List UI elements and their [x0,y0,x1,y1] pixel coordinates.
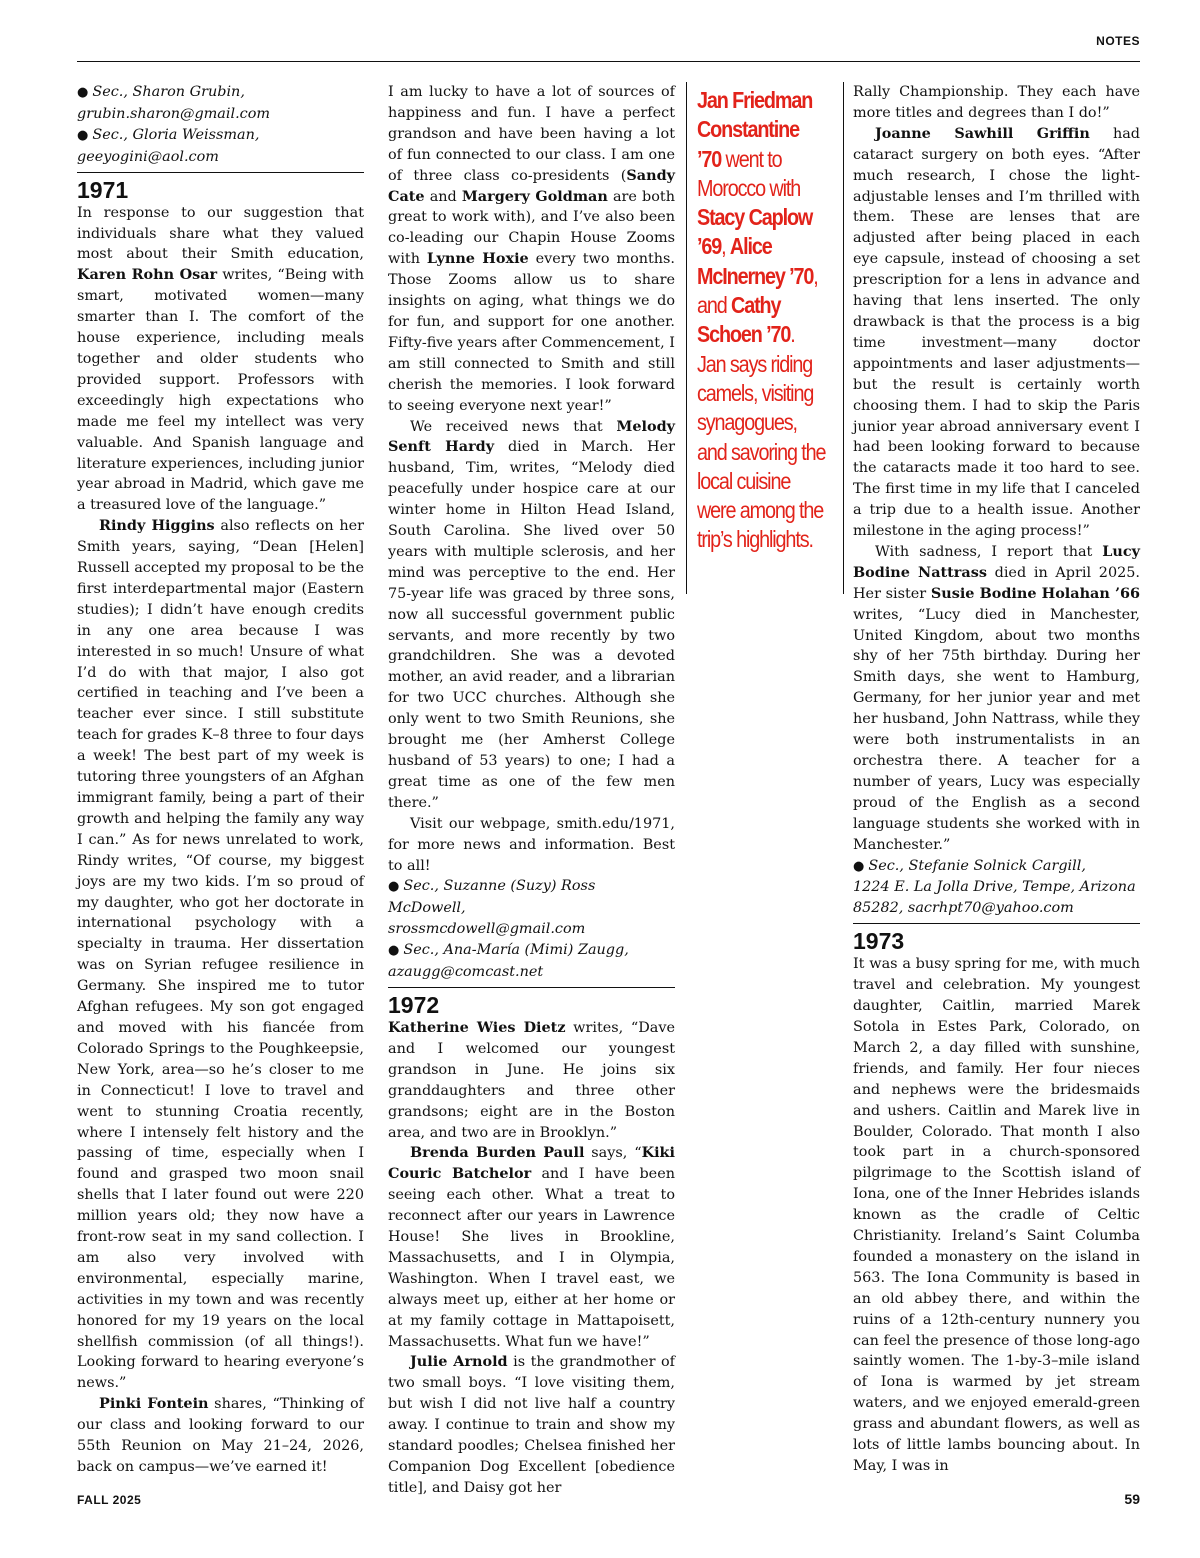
year-heading: 1972 [388,987,675,1018]
paragraph: Joanne Sawhill Griffin had cataract surgery on both eyes. “After much research, I chose the light-adjustable lenses and I’m thrilled with them. These are lenses that are adjusted after being placed in each eye capsule, instead of choosing a set prescription for a lens in advance and having that lens inserted. The only drawback is that the process is a big time investment—many doctor appointments and laser adjustments—but the result is certainly worth choosing them. I had to skip the Paris junior year abroad anniversary event I had been looking forward to because the cataracts made it too hard to see. The first time in my life that I canceled a trip due to a health issue. Another milestone in the aging process!” [853,124,1140,540]
person-name: Lucy Bodine Nattrass [853,542,1140,581]
paragraph: Visit our webpage, smith.edu/1971, for more news and information. Best to all! [388,815,675,874]
person-name: Joanne Sawhill Griffin [875,124,1090,142]
year-heading: 1973 [853,923,1140,954]
person-name: Susie Bodine Holahan ’66 [930,584,1140,602]
secretary-entry [853,856,1140,878]
paragraph: It was a busy spring for me, with much travel and celebration. My youngest daughter, Caitlin, married Marek Sotola in Estes Park, Colorado, on March 2, a day filled with sunshine, friends, and family. Her four nieces and nephews were the bridesmaids and ushers. Caitlin and Marek live in Boulder, Colorado. That month I also took part in a church-sponsored pilgrimage to the Scottish island of Iona, one of the Inner Hebrides islands known as the cradle of Celtic Christianity. Ireland’s Saint Columba founded a monastery on the island in 563. The Iona Community is based in an old abbey there, and within the ruins of a 12th-century nunnery you can feel the presence of those long-ago saintly women. The 1-by-3–mile island of Iona is warmed by jet stream waters, and we enjoyed emerald-green grass and abundant flowers, as well as lots of little lambs bouncing about. In May, I was in [853,956,1140,1474]
secretary-entry [77,82,364,104]
person-name: Rindy Higgins [99,517,215,535]
paragraph: Julie Arnold is the grandmother of two small boys. “I love visiting them, but wish I did not live half a country away. I continue to train and show my standard poodles; Chelsea finished her Companion Dog Excellent [obedience title], and Daisy got her [388,1353,675,1496]
secretary-name: Sec., Stefanie Solnick Cargill, [868,857,1086,874]
person-name: Margery Goldman [461,187,608,205]
person-name: Lynne Hoxie [426,250,529,268]
secretary-name: Sec., Gloria Weissman, [92,126,260,143]
person-name: Brenda Burden Paull [410,1144,585,1162]
person-name: Kiki Couric Batchelor [388,1144,675,1183]
header-rule [77,61,1140,62]
column-4 [853,82,1140,1477]
person-name: Melody Senft Hardy [388,417,675,456]
page-number: 59 [1124,1491,1140,1507]
section-label: NOTES [1096,34,1140,48]
person-name: Jan Friedman Constantine ’70 [697,87,813,172]
secretary-entry [388,876,675,919]
bullet-icon: ● [388,943,400,959]
person-name: Katherine Wies Dietz [388,1018,566,1036]
year-heading: 1971 [77,172,364,203]
paragraph: I am lucky to have a lot of sources of happiness and fun. I have a perfect grandson and have been having a lot of fun connected to our class. I am one of three class co-presidents (Sandy Cate and Margery Goldman are both great to work with), and I’ve also been co-leading our Chapin House Zooms with Lynne Hoxie every two months. Those Zooms allow us to share insights on aging, what things we do for fun, and support for one another. Fifty-five years after Commencement, I am still connected to Smith and still cherish the memories. I look forward to seeing everyone next year!” [388,84,676,414]
column-1 [77,82,364,1478]
paragraph: Rindy Higgins also reflects on her Smith years, saying, “Dean [Helen] Russell accepted my proposal to be the first interdepartmental major (Eastern studies); I didn’t have enough credits in any one area because I was interested in so much! Unsure of what I’d do with that major, I also got certified in teaching and I’ve been a teacher ever since. I still substitute teach for grades K–8 three to four days a week! The best part of my week is tutoring three youngsters of an Afghan immigrant family, being a part of their growth and helping the family any way I can.” As for news unrelated to work, Rindy writes, “Of course, my biggest joys are my two kids. I’m so proud of my daughter, who got her doctorate in international psychology with a specialty in trauma. Her dissertation was on Syrian refugee resilience in Germany. She inspired me to tutor Afghan refugees. My son got engaged and moved with his fiancée from Colorado Springs to the Poughkeepsie, New York, area—so he’s closer to me in Connecticut! I love to travel and went to stunning Croatia recently, where I intensely felt history and the passing of time, especially when I found and grasped two moon snail shells that I later found out were 220 million years old; they now have a front-row seat in my sand collection. I am also very involved with environmental, especially marine, activities in my town and was recently honored for my 19 years on the local shellfish commission (of all things!). Looking forward to hearing everyone’s news.” [77,517,364,1392]
paragraph: Rally Championship. They each have more titles and degrees than I do!” [853,84,1140,121]
person-name: Stacy Caplow ’69 [697,204,813,260]
secretary-email[interactable]: geeyogini@aol.com [77,148,219,165]
paragraph: Katherine Wies Dietz writes, “Dave and I welcomed our youngest grandson in June. He joins six granddaughters and three other grandsons; eight are in the Boston area, and two are in Brooklyn.” [388,1018,676,1141]
secretary-email[interactable]: grubin.sharon@gmail.com [77,105,271,122]
secretary-email[interactable]: azaugg@comcast.net [388,964,544,981]
person-name: Julie Arnold [410,1353,508,1371]
paragraph: Pinki Fontein shares, “Thinking of our class and looking forward to our 55th Reunion on May 21–24, 2026, back on campus—we’ve earned it! [77,1395,364,1475]
secretary-name: Sec., Sharon Grubin, [92,84,245,100]
bullet-icon: ● [388,879,400,895]
column-divider [686,82,687,594]
issue-label: FALL 2025 [77,1493,142,1507]
secretary-entry [388,940,675,962]
paragraph: Brenda Burden Paull says, “Kiki Couric Batchelor and I have been seeing each other. What a treat to reconnect after our years in Lawrence House! She lives in Brookline, Massachusetts, and I in Olympia, Washington. When I travel east, we always meet up, either at her home or at my family cottage in Mattapoisett, Massachusetts. What fun we have!” [388,1144,675,1350]
secretary-entry [77,125,364,147]
person-name: Cathy Schoen ’70 [697,292,791,348]
pull-quote: Jan Friedman Constantine ’70 went to Morocco with Stacy Caplow ’69, Alice McInerney ’70, and Cathy Schoen ’70. Jan says riding camels, visiting synagogues, and savoring the local cuisine were among the trip’s highlights. [697,87,826,553]
paragraph: With sadness, I report that Lucy Bodine Nattrass died in April 2025. Her sister Susie Bodine Holahan ’66 writes, “Lucy died in Manchester, United Kingdom, about two months shy of her 75th birthday. During her Smith days, she went to Hamburg, Germany, for her junior year and met her husband, John Nattrass, while they were both instrumentalists in an orchestra there. A teacher for a number of years, Lucy was especially proud of the English as a second language students she worked with in Manchester.” [853,542,1140,853]
secretary-name: Sec., Ana-María (Mimi) Zaugg, [403,942,629,959]
bullet-icon: ● [853,858,865,874]
secretary-email[interactable]: srossmcdowell@gmail.com [388,921,586,938]
column-divider [843,82,844,594]
column-2 [388,82,675,1499]
bullet-icon: ● [77,127,89,143]
person-name: Karen Rohn Osar [77,266,218,284]
secretary-name: Sec., Suzanne (Suzy) Ross McDowell, [388,878,596,917]
person-name: Alice McInerney ’70 [697,233,814,289]
person-name: Pinki Fontein [99,1395,209,1413]
secretary-address: 1224 E. La Jolla Drive, Tempe, Arizona 85282, sacrhpt70@yahoo.com [853,879,1136,917]
bullet-icon: ● [77,85,89,100]
person-name: Sandy Cate [388,166,675,205]
paragraph: We received news that Melody Senft Hardy died in March. Her husband, Tim, writes, “Melody died peacefully under hospice care at our winter home in Hilton Head Island, South Carolina. She lived over 50 years with multiple sclerosis, and her mind was perceptive to the end. Her 75-year life was graced by three sons, now all successful government public servants, and more recently by two grandchildren. She was a devoted mother, an avid reader, and a librarian for two UCC churches. Although she only went to two Smith Reunions, she brought me (her Amherst College husband of 53 years) to one; I had a great time as one of the few men there.” [388,417,675,811]
paragraph: In response to our suggestion that individuals share what they valued most about their Smith education, Karen Rohn Osar writes, “Being with smart, motivated women—many smarter than I. The comfort of the house experience, including meals together and older students who provided support. Professors with exceedingly high expectations who made me feel my intellect was very valuable. And Spanish language and literature experiences, including junior year abroad in Madrid, which gave me a treasured love of the language.” [77,204,364,514]
